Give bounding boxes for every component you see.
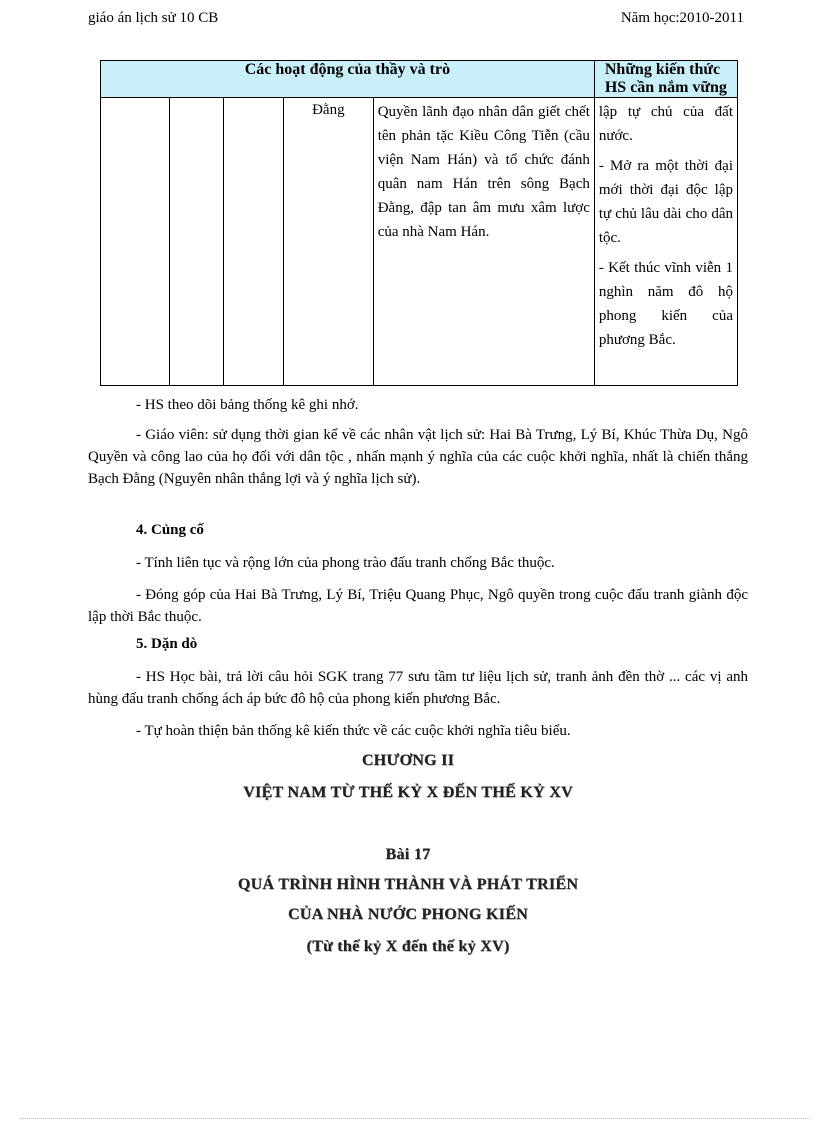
significance-item-1: lập tự chủ của đất nước. [598,104,733,144]
table-cell-empty-3 [224,98,284,386]
lesson-subtitle: (Từ thế kỷ X đến thế kỷ XV) [306,938,510,955]
significance-item-3: - Kết thúc vĩnh viễn 1 nghìn năm đô hộ phong kiến của phương Bắc. [598,260,733,348]
paragraph-continuity [88,552,748,574]
header-left: giáo án lịch sử 10 CB [88,10,219,26]
table-cell-event: Đằng [283,98,373,386]
paragraph-follow-table [88,394,748,416]
section-heading-5: 5. Dặn dò [136,636,198,652]
paragraph-text: - HS Học bài, trả lời câu hỏi SGK trang 77 sưu tầm tư liệu lịch sử, tranh ảnh đền thờ ... các vị anh hùng đấu tranh chống ách áp bức đô hộ của phong kiến phương Bắc. [88,669,748,707]
table-cell-empty-2 [170,98,224,386]
col-header-activities: Các hoạt động của thầy và trò [101,61,595,98]
col-header-knowledge: Những kiến thức HS cần nắm vững [594,61,737,98]
lesson-title-line-1: QUÁ TRÌNH HÌNH THÀNH VÀ PHÁT TRIỂN [237,876,579,893]
table-cell-empty-1 [101,98,170,386]
table-cell-description: Quyền lãnh đạo nhân dân giết chết tên phản tặc Kiều Công Tiễn (cầu viện Nam Hán) và tổ chức đánh quân nam Hán trên sông Bạch Đằng, đập tan âm mưu xâm lược của nhà Nam Hán. [373,98,594,386]
table-cell-significance [594,98,737,386]
significance-item-2: - Mở ra một thời đại mới thời đại độc lập tự chủ lâu dài cho dân tộc. [598,158,733,246]
paragraph-self-complete [88,720,748,742]
lesson-title-line-2: CỦA NHÀ NƯỚC PHONG KIẾN [287,906,529,923]
paragraph-teacher [88,424,748,490]
paragraph-text: - Giáo viên: sử dụng thời gian kể về các nhân vật lịch sử: Hai Bà Trưng, Lý Bí, Khúc Thừa Dụ, Ngô Quyền và công lao của họ đối với dân tộc , nhấn mạnh ý nghĩa của các cuộc khởi nghĩa, nhất là chiến thắng Bạch Đằng (Nguyên nhân thắng lợi và ý nghĩa lịch sử). [88,427,748,487]
lesson-label: Bài 17 [385,846,431,863]
section-heading-4: 4. Củng cố [136,522,204,538]
paragraph-text: - Tự hoàn thiện bản thống kê kiến thức về các cuộc khởi nghĩa tiêu biểu. [136,723,571,739]
paragraph-text: - Tính liên tục và rộng lớn của phong trào đấu tranh chống Bắc thuộc. [136,555,555,571]
table-row [101,98,738,386]
footer-divider [20,1118,810,1119]
paragraph-text: - HS theo dõi bảng thống kê ghi nhớ. [136,397,359,413]
paragraph-homework [88,666,748,710]
table-header-row [101,61,738,98]
chapter-title: VIỆT NAM TỪ THẾ KỶ X ĐẾN THẾ KỶ XV [243,784,573,801]
paragraph-text: - Đóng góp của Hai Bà Trưng, Lý Bí, Triệu Quang Phục, Ngô quyền trong cuộc đấu tranh giành độc lập thời Bắc thuộc. [88,587,748,625]
knowledge-table [100,60,738,386]
paragraph-contribution [88,584,748,628]
header-right: Năm học:2010-2011 [620,10,744,26]
chapter-label: CHƯƠNG II [361,752,455,769]
